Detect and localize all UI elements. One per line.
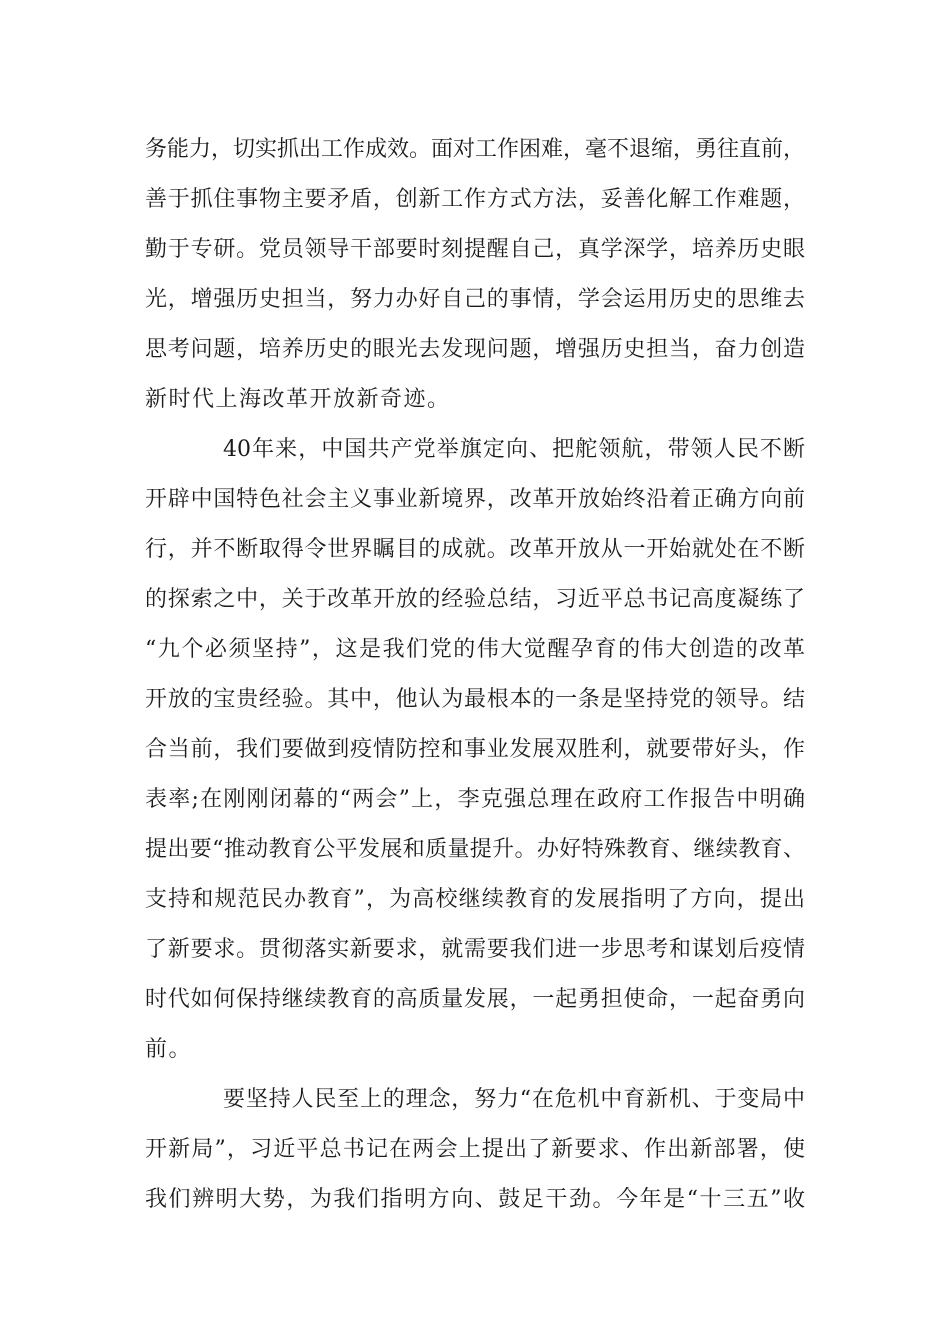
paragraph-1-line-2: 善于抓住事物主要矛盾，创新工作方式方法，妥善化解工作难题， — [145, 187, 805, 212]
paragraph-2-line-7: 合当前，我们要做到疫情防控和事业发展双胜利，就要带好头，作 — [145, 737, 805, 762]
paragraph-1-line-4: 光，增强历史担当，努力办好自己的事情，学会运用历史的思维去 — [145, 287, 805, 312]
paragraph-2-line-6: 开放的宝贵经验。其中，他认为最根本的一条是坚持党的领导。结 — [145, 687, 805, 712]
paragraph-2-line-12: 时代如何保持继续教育的高质量发展，一起勇担使命，一起奋勇向 — [145, 987, 805, 1012]
paragraph-1-line-5: 思考问题，培养历史的眼光去发现问题，增强历史担当，奋力创造 — [145, 337, 805, 362]
paragraph-2-line-11: 了新要求。贯彻落实新要求，就需要我们进一步思考和谋划后疫情 — [145, 937, 805, 962]
paragraph-2-line-5: “九个必须坚持”，这是我们党的伟大觉醒孕育的伟大创造的改革 — [145, 637, 805, 662]
paragraph-3-line-3: 我们辨明大势，为我们指明方向、鼓足干劲。今年是“十三五”收 — [145, 1187, 805, 1212]
paragraph-2-line-3: 行，并不断取得令世界瞩目的成就。改革开放从一开始就处在不断 — [145, 537, 805, 562]
paragraph-2-line-9: 提出要“推动教育公平发展和质量提升。办好特殊教育、继续教育、 — [145, 837, 805, 862]
paragraph-2-line-2: 开辟中国特色社会主义事业新境界，改革开放始终沿着正确方向前 — [145, 487, 805, 512]
paragraph-2-line-4: 的探索之中，关于改革开放的经验总结，习近平总书记高度凝练了 — [145, 587, 805, 612]
paragraph-3-line-1: 要坚持人民至上的理念，努力“在危机中育新机、于变局中 — [223, 1087, 805, 1112]
paragraph-1-line-6: 新时代上海改革开放新奇迹。 — [145, 387, 451, 412]
paragraph-2-line-8: 表率;在刚刚闭幕的“两会”上，李克强总理在政府工作报告中明确 — [145, 787, 805, 812]
paragraph-2-line-1: 40年来，中国共产党举旗定向、把舵领航，带领人民不断 — [223, 437, 805, 462]
paragraph-3-line-2: 开新局”，习近平总书记在两会上提出了新要求、作出新部署，使 — [145, 1137, 805, 1162]
paragraph-2-line-10: 支持和规范民办教育”，为高校继续教育的发展指明了方向，提出 — [145, 887, 805, 912]
paragraph-2-line-13: 前。 — [145, 1037, 193, 1062]
paragraph-1-line-3: 勤于专研。党员领导干部要时刻提醒自己，真学深学，培养历史眼 — [145, 237, 805, 262]
paragraph-1-line-1: 务能力，切实抓出工作成效。面对工作困难，毫不退缩，勇往直前， — [145, 137, 806, 162]
